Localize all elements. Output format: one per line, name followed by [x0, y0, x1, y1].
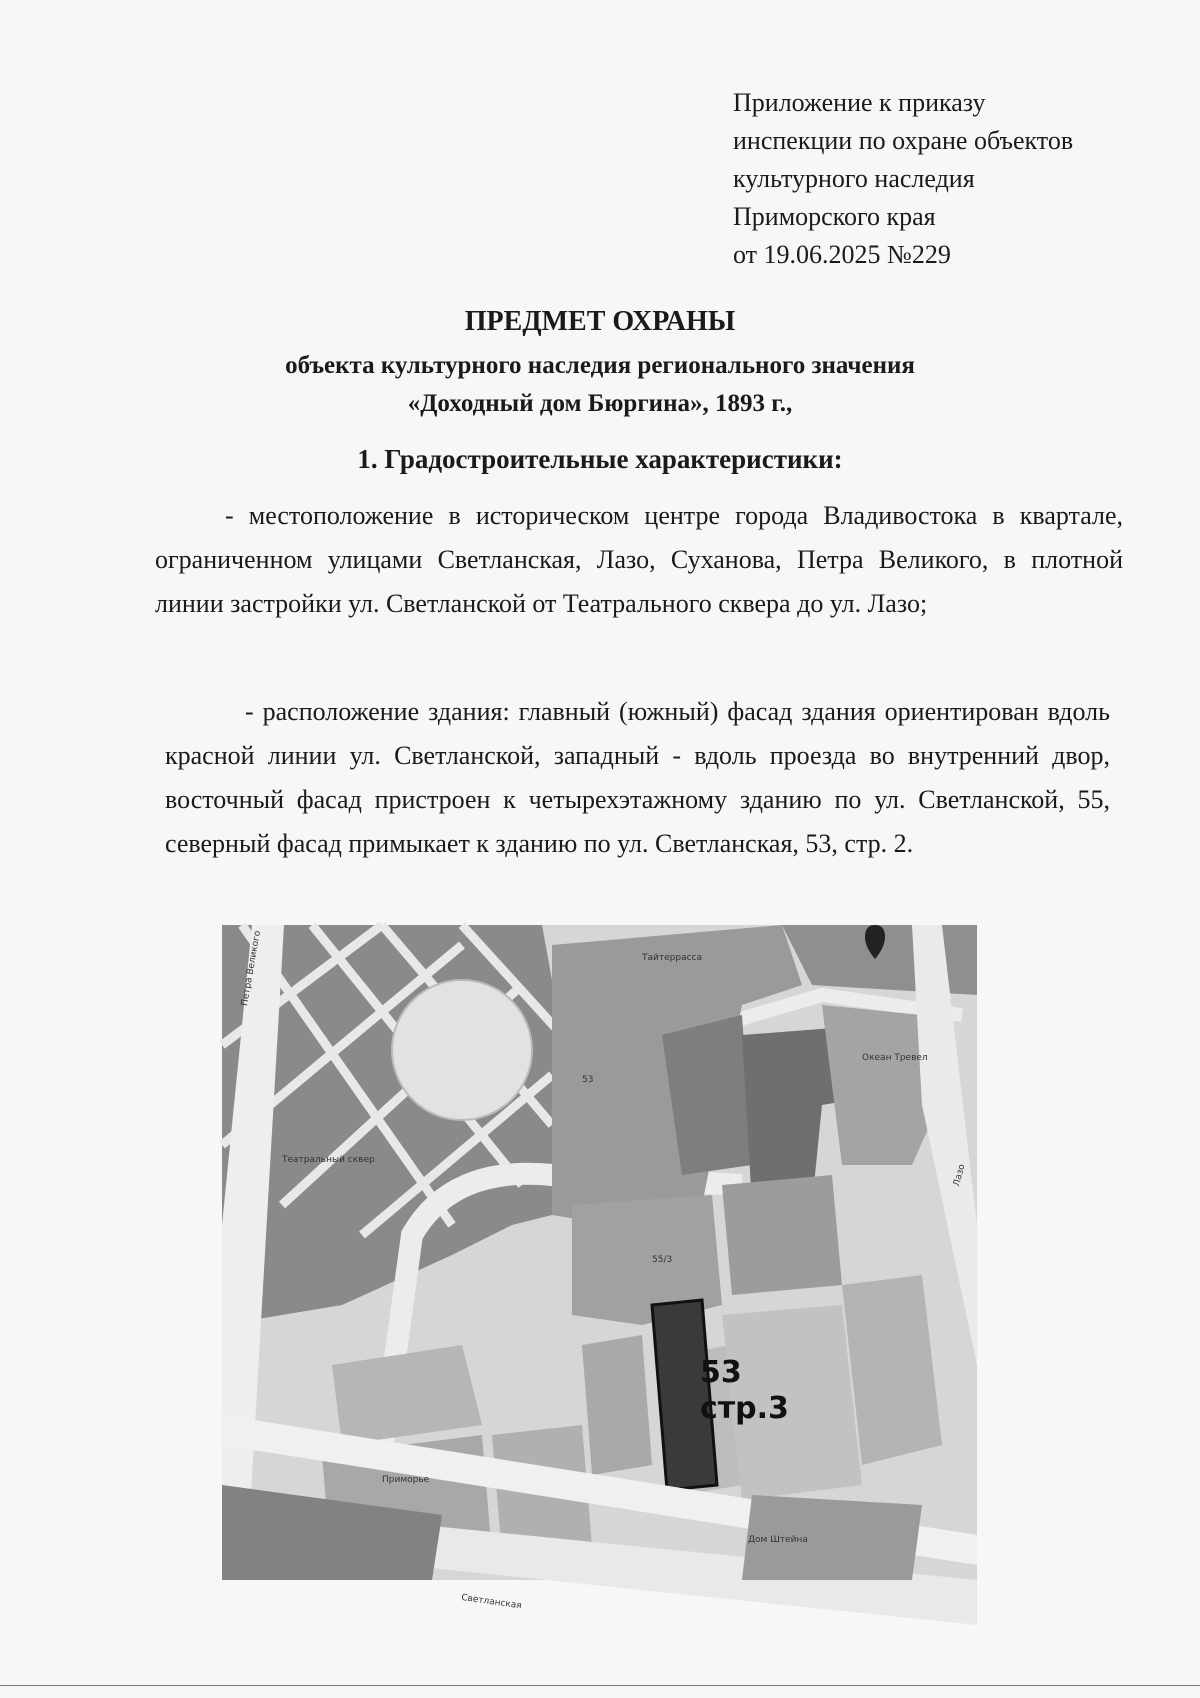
label-dom-55-3: 55/3 — [652, 1255, 673, 1265]
building-label-str: стр.3 — [700, 1391, 789, 1426]
document-subtitle: объекта культурного наследия регионального значения — [285, 352, 915, 379]
scan-edge-line — [0, 1685, 1200, 1686]
header-line-5: от 19.06.2025 №229 — [733, 240, 951, 269]
document-title: ПРЕДМЕТ ОХРАНЫ — [464, 306, 736, 337]
label-okean-travel: Океан Тревел — [862, 1053, 928, 1063]
header-line-4: Приморского края — [733, 202, 936, 231]
street-label-petra-velikogo: Петра Великого — [240, 930, 264, 1007]
street-label-lazo: Лазо — [952, 1163, 968, 1188]
label-teatralny-skver: Театральный сквер — [282, 1155, 375, 1165]
header-line-3: культурного наследия — [733, 164, 975, 193]
site-map — [222, 925, 977, 1612]
street-label-svetlanskaya: Светланская — [460, 1593, 523, 1612]
header-line-1: Приложение к приказу — [733, 88, 986, 117]
fountain-circle — [392, 980, 532, 1120]
object-name: «Доходный дом Бюргина», 1893 г., — [407, 390, 793, 417]
label-dom-shteyna: Дом Штейна — [748, 1535, 808, 1545]
section-heading: 1. Градостроительные характеристики: — [357, 444, 843, 474]
building-label-number: 53 — [700, 1355, 742, 1390]
paragraph-location: - местоположение в историческом центре города Владивостока в квартале, ограниченном улицами Светланская, Лазо, Суханова, Петра Великого, в плотной линии застройки ул. Светланской от Театрального сквера до ул. Лазо; — [155, 501, 1123, 618]
paragraph-placement: - расположение здания: главный (южный) фасад здания ориентирован вдоль красной линии ул. Светланской, западный - вдоль проезда во внутренний двор, восточный фасад пристроен к четырехэтажному зданию по ул. Светланской, 55, северный фасад примыкает к зданию по ул. Светланская, 53, стр. 2. — [165, 697, 1110, 858]
label-dom-53: 53 — [582, 1075, 594, 1085]
appendix-header — [733, 84, 1153, 274]
label-primorye: Приморье — [382, 1475, 430, 1485]
label-tayterrasa: Тайтеррасса — [642, 953, 702, 963]
header-line-2: инспекции по охране объектов — [733, 126, 1074, 155]
map-graphic — [222, 925, 977, 1580]
